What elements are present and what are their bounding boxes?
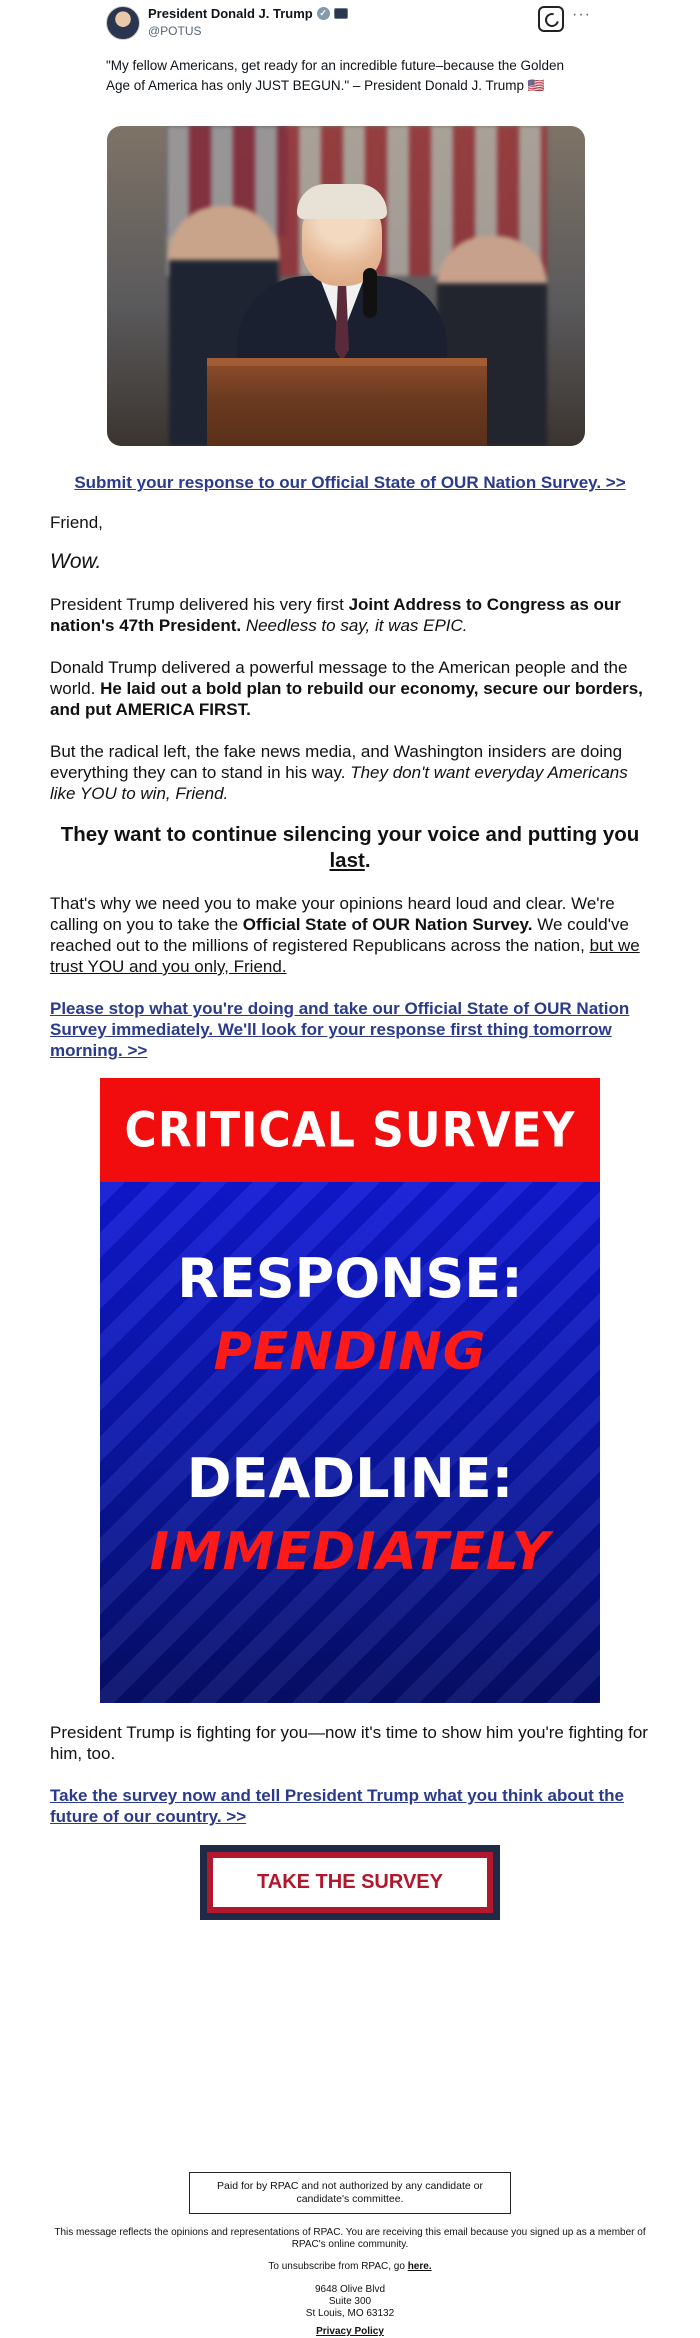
- headline: [50, 822, 650, 874]
- unsubscribe-line: [40, 2261, 660, 2273]
- headline-text: They want to continue silencing your voice and putting you: [60, 823, 640, 846]
- privacy-row: [40, 2326, 660, 2338]
- more-options-icon[interactable]: ···: [572, 6, 591, 23]
- tweet-text: "My fellow Americans, get ready for an incredible future–because the Golden Age of America has only JUST BEGUN." – President Donald J. Trump 🇺🇸: [106, 58, 565, 93]
- embedded-tweet[interactable]: [94, 0, 600, 455]
- critical-survey-graphic[interactable]: [100, 1078, 600, 1703]
- microphone: [363, 268, 377, 318]
- wow-text: Wow.: [50, 550, 102, 573]
- graphic-body: [100, 1182, 600, 1703]
- paragraph-5: President Trump is fighting for you—now it's time to show him you're fighting for him, too.: [50, 1723, 648, 1763]
- graphic-header-text: CRITICAL SURVEY: [124, 1101, 576, 1159]
- unsubscribe-link[interactable]: here.: [407, 2261, 432, 2272]
- paragraph-4: [50, 893, 650, 977]
- p4-underline: but we trust YOU and you only, Friend.: [50, 936, 640, 976]
- p1-italic: Needless to say, it was EPIC.: [241, 616, 468, 635]
- take-survey-button-frame[interactable]: [200, 1845, 500, 1920]
- p2-text: Donald Trump delivered a powerful message to the American people and the world.: [50, 658, 628, 698]
- deadline-label: DEADLINE:: [186, 1447, 514, 1510]
- top-survey-link-row: [50, 472, 650, 493]
- p2-bold: He laid out a bold plan to rebuild our economy, secure our borders, and put AMERICA FIRST.: [50, 679, 643, 719]
- headline-underline: last: [329, 849, 365, 872]
- response-label: RESPONSE:: [177, 1247, 523, 1310]
- paragraph-2: [50, 657, 650, 720]
- headline-period: .: [364, 849, 371, 872]
- mid-survey-link[interactable]: Please stop what you're doing and take our Official State of OUR Nation Survey immediately. We'll look for your response first thing tomorrow morning. >>: [50, 999, 630, 1060]
- grok-icon[interactable]: [538, 6, 564, 32]
- address-line-3: St Louis, MO 63132: [305, 2308, 395, 2319]
- podium: [207, 358, 487, 446]
- paragraph-1: [50, 594, 650, 636]
- p1-bold: Joint Address to Congress as our nation's 47th President.: [50, 595, 621, 635]
- speaker-hair: [297, 184, 387, 219]
- p4-text: That's why we need you to make your opinions heard loud and clear. We're calling on you to take the: [50, 894, 615, 934]
- tweet-author[interactable]: [148, 6, 348, 21]
- bottom-survey-link-row: [50, 1785, 650, 1827]
- privacy-policy-link[interactable]: Privacy Policy: [316, 2326, 384, 2337]
- tweet-author-name[interactable]: President Donald J. Trump: [148, 6, 313, 21]
- tweet-handle[interactable]: @POTUS: [148, 24, 202, 38]
- address-line-1: 9648 Olive Blvd: [314, 2284, 386, 2295]
- deadline-value: IMMEDIATELY: [149, 1522, 551, 1582]
- affiliation-badge-icon: [334, 8, 348, 19]
- p1-text: President Trump delivered his very first: [50, 595, 349, 614]
- response-value: PENDING: [213, 1322, 487, 1382]
- paragraph-3: [50, 741, 650, 804]
- p4-bold: Official State of OUR Nation Survey.: [242, 915, 533, 934]
- mid-survey-link-row: [50, 998, 650, 1061]
- paid-for-disclaimer: Paid for by RPAC and not authorized by any candidate or candidate's committee.: [189, 2172, 511, 2214]
- graphic-header: [100, 1078, 600, 1182]
- p3-text: But the radical left, the fake news media, and Washington insiders are doing everything they can to stand in his way.: [50, 742, 623, 782]
- verified-badge-icon: ✓: [317, 7, 330, 20]
- avatar[interactable]: [106, 6, 140, 40]
- unsubscribe-text: To unsubscribe from RPAC, go: [268, 2261, 408, 2272]
- p3-italic: They don't want everyday Americans like YOU to win, Friend.: [50, 763, 628, 803]
- tweet-photo[interactable]: [107, 126, 585, 446]
- footer-notice: This message reflects the opinions and representations of RPAC. You are receiving this email because you signed up as a member of RPAC's online community.: [54, 2227, 646, 2250]
- take-survey-button-border[interactable]: [207, 1852, 493, 1913]
- take-survey-button[interactable]: TAKE THE SURVEY: [213, 1858, 487, 1907]
- address-line-2: Suite 300: [328, 2296, 372, 2307]
- p4-text-2: We could've reached out to the millions of registered Republicans across the nation,: [50, 915, 629, 955]
- greeting: Friend,: [50, 513, 103, 532]
- top-survey-link[interactable]: Submit your response to our Official State of OUR Nation Survey. >>: [74, 473, 626, 492]
- bottom-survey-link[interactable]: Take the survey now and tell President Trump what you think about the future of our country. >>: [50, 1786, 624, 1826]
